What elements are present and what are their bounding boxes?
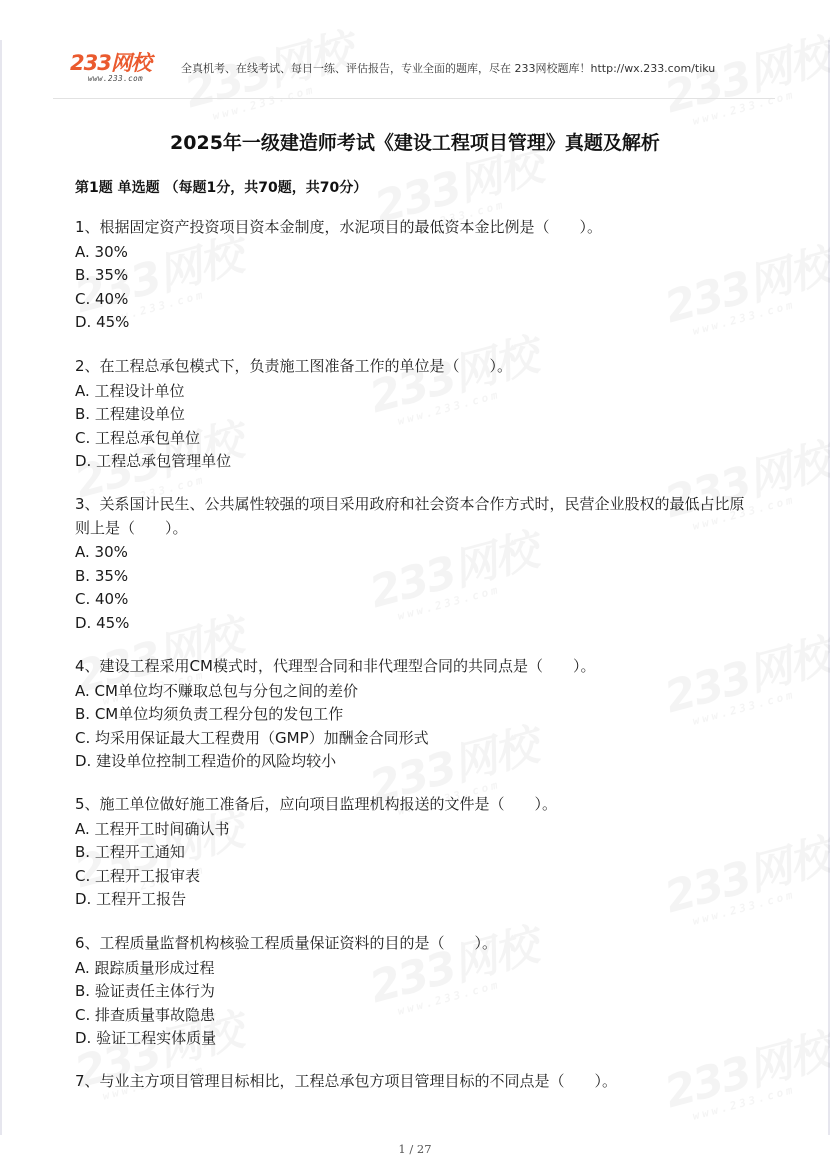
option-a: A. 跟踪质量形成过程 xyxy=(75,958,215,977)
option-c: C. 40% xyxy=(75,590,129,608)
page-edge-left xyxy=(0,40,2,1135)
question-7 xyxy=(75,1070,755,1095)
page-indicator: 1 / 27 xyxy=(398,1142,432,1156)
question-1 xyxy=(75,216,755,335)
option-c: C. 均采用保证最大工程费用（GMP）加酬金合同形式 xyxy=(75,728,429,747)
question-2 xyxy=(75,355,755,474)
option-d: D. 验证工程实体质量 xyxy=(75,1029,217,1047)
logo-text: 233网校 xyxy=(70,51,151,75)
option-c: C. 40% xyxy=(75,289,129,308)
brand-logo xyxy=(70,52,170,82)
option-d: D. 工程开工报告 xyxy=(75,890,187,908)
question-stem: 1、根据固定资产投资项目资本金制度，水泥项目的最低资本金比例是（ ）。 xyxy=(75,218,603,236)
question-stem: 7、与业主方项目管理目标相比，工程总承包方项目管理目标的不同点是（ ）。 xyxy=(75,1072,618,1090)
option-a: A. 工程开工时间确认书 xyxy=(75,819,230,838)
question-4 xyxy=(75,655,755,774)
question-stem: 4、建设工程采用CM模式时，代理型合同和非代理型合同的共同点是（ ）。 xyxy=(75,657,596,675)
header-slogan: 全真机考、在线考试、每日一练、评估报告，专业全面的题库，尽在 233网校题库！http://wx.233.com/tiku xyxy=(181,62,716,75)
option-c: C. 工程开工报审表 xyxy=(75,866,201,885)
option-d: D. 45% xyxy=(75,313,130,331)
question-stem: 6、工程质量监督机构核验工程质量保证资料的目的是（ ）。 xyxy=(75,934,498,952)
option-d: D. 工程总承包管理单位 xyxy=(75,452,232,470)
option-d: D. 45% xyxy=(75,613,130,632)
option-a: A. 30% xyxy=(75,242,128,261)
option-b: B. 工程开工通知 xyxy=(75,843,185,861)
section-heading: 第1题 单选题 （每题1分，共70题，共70分） xyxy=(75,180,368,196)
question-5 xyxy=(75,793,755,912)
option-b: B. CM单位均须负责工程分包的发包工作 xyxy=(75,705,344,723)
option-b: B. 工程建设单位 xyxy=(75,405,185,423)
option-a: A. 30% xyxy=(75,543,128,561)
header-divider xyxy=(53,98,775,99)
question-stem: 5、施工单位做好施工准备后，应向项目监理机构报送的文件是（ ）。 xyxy=(75,795,558,813)
question-6 xyxy=(75,932,755,1051)
question-stem: 3、关系国计民生、公共属性较强的项目采用政府和社会资本合作方式时，民营企业股权的最低占比原则上是（ ）。 xyxy=(75,495,745,537)
page-header xyxy=(70,50,775,98)
document-title: 2025年一级建造师考试《建设工程项目管理》真题及解析 xyxy=(170,132,660,154)
question-3 xyxy=(75,493,755,635)
option-d: D. 建设单位控制工程造价的风险均较小 xyxy=(75,752,337,770)
option-b: B. 验证责任主体行为 xyxy=(75,982,215,1000)
option-a: A. CM单位均不赚取总包与分包之间的差价 xyxy=(75,681,358,700)
option-c: C. 工程总承包单位 xyxy=(75,428,201,447)
option-c: C. 排查质量事故隐患 xyxy=(75,1005,216,1024)
logo-url: www.233.com xyxy=(88,74,144,83)
question-stem: 2、在工程总承包模式下，负责施工图准备工作的单位是（ ）。 xyxy=(75,357,513,375)
option-a: A. 工程设计单位 xyxy=(75,381,185,400)
option-b: B. 35% xyxy=(75,266,129,284)
option-b: B. 35% xyxy=(75,566,129,585)
